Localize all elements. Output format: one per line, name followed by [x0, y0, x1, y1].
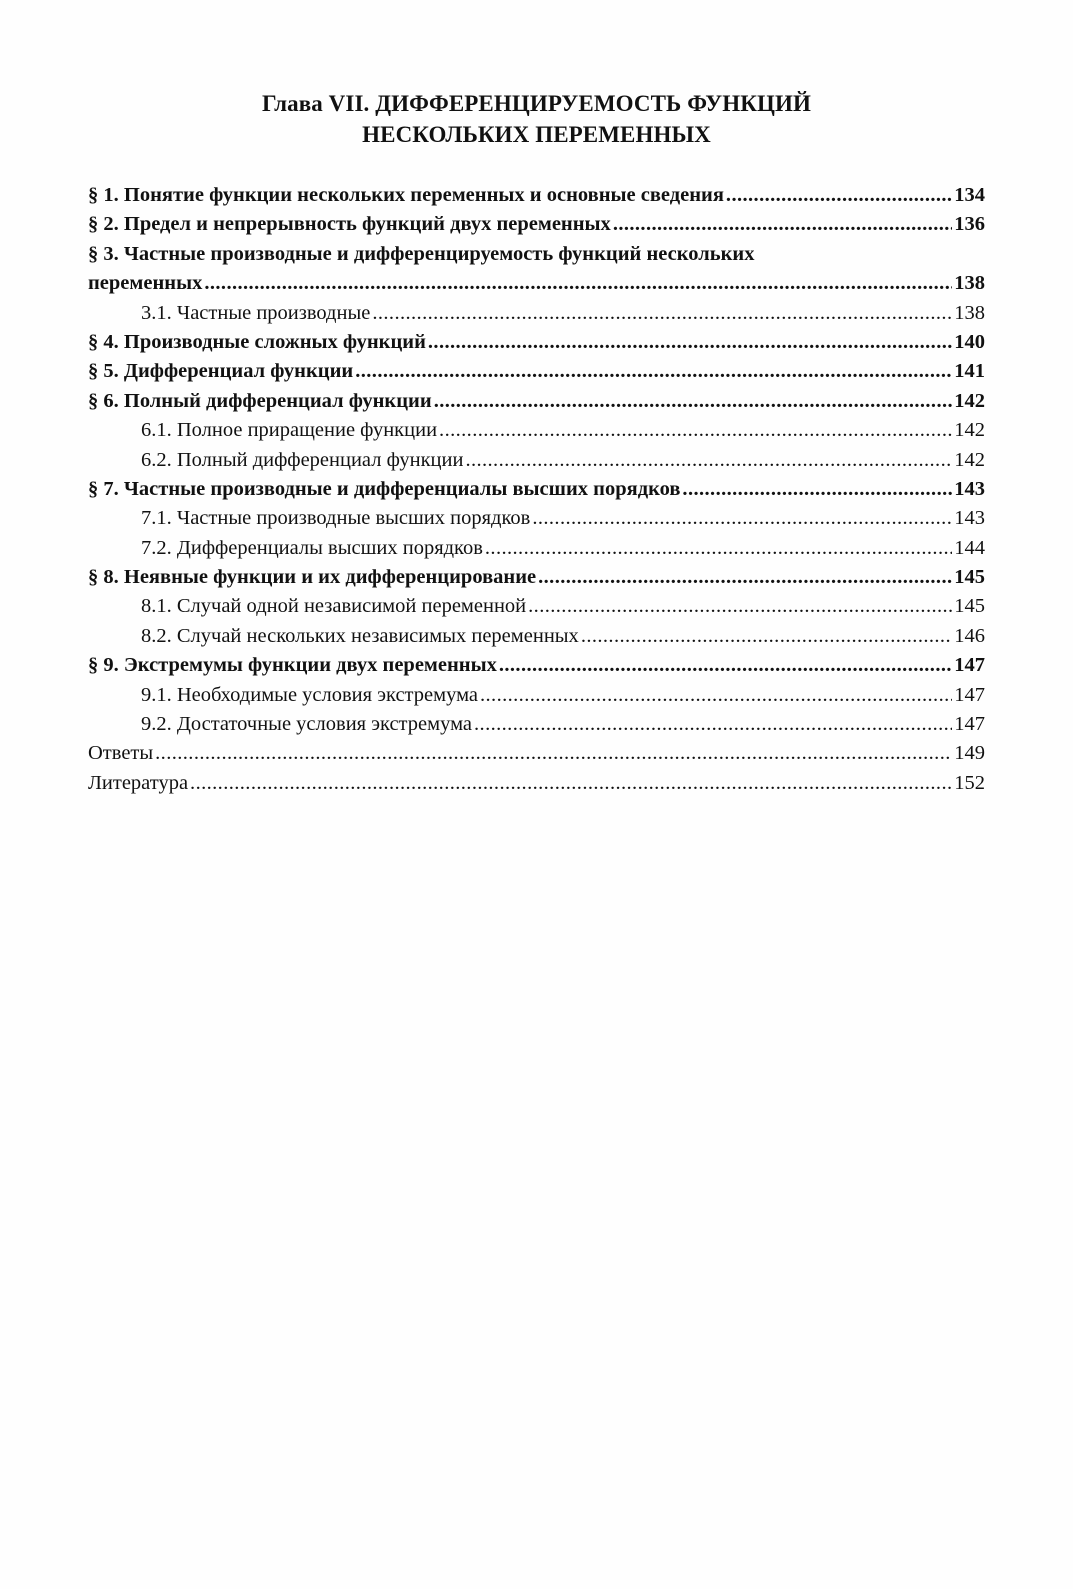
dot-leader [155, 739, 952, 768]
dot-leader [434, 387, 953, 416]
toc-entry-page: 143 [954, 507, 985, 530]
toc-entry-page: 149 [954, 742, 985, 765]
toc-entry-title: 7.1. Частные производные высших порядков [141, 507, 531, 530]
dot-leader [532, 504, 952, 533]
toc-entry-subsection-6-2 [88, 446, 985, 475]
dot-leader [355, 357, 952, 386]
toc-entry-page: 143 [954, 477, 985, 500]
toc-entry-title: 9.2. Достаточные условия экстремума [141, 713, 473, 736]
toc-entry-subsection-7-2 [88, 534, 985, 563]
toc-entry-page: 134 [954, 184, 985, 206]
toc-entry-page: 142 [954, 419, 985, 442]
toc-entry-page: 146 [954, 624, 985, 647]
dot-leader [682, 475, 952, 504]
toc-entry-section-7 [88, 475, 985, 504]
toc-entry-page: 141 [954, 360, 985, 383]
toc-entry-subsection-6-1 [88, 416, 985, 445]
toc-entry-subsection-9-2 [88, 710, 985, 739]
toc-entry-page: 138 [954, 272, 985, 295]
toc-entry-section-3-line-2 [88, 269, 985, 298]
toc-entry-page: 147 [954, 713, 985, 736]
toc-entry-section-5 [88, 357, 985, 386]
toc-entry-title: Литература [88, 771, 189, 794]
toc-entry-title: § 7. Частные производные и дифференциалы высших порядков [88, 477, 681, 500]
chapter-title-line-2: НЕСКОЛЬКИХ ПЕРЕМЕННЫХ [362, 122, 711, 147]
dot-leader [726, 181, 952, 210]
toc-entry-page: 136 [954, 213, 985, 236]
dot-leader [204, 269, 952, 298]
dot-leader [190, 769, 952, 798]
toc-entry-title: 3.1. Частные производные [141, 301, 371, 324]
toc-entry-title: 9.1. Необходимые условия экстремума [141, 683, 478, 706]
toc-entry-title: 8.2. Случай нескольких независимых переменных [141, 624, 579, 647]
toc-entry-title: § 9. Экстремумы функции двух переменных [88, 654, 497, 677]
toc-entry-page: 145 [954, 566, 985, 589]
toc-entry-page: 138 [954, 301, 985, 324]
toc-entry-title: § 1. Понятие функции нескольких переменных и основные сведения [88, 184, 724, 206]
toc-entry-section-3-line-1 [88, 240, 985, 269]
toc-entry-title: переменных [88, 272, 203, 295]
toc-entry-answers [88, 739, 985, 768]
dot-leader [480, 681, 952, 710]
dot-leader [613, 210, 952, 239]
dot-leader [581, 622, 952, 651]
toc-entry-title: 6.2. Полный дифференциал функции [141, 448, 464, 471]
toc-entry-page: 142 [954, 389, 985, 412]
dot-leader [428, 328, 952, 357]
dot-leader [485, 534, 952, 563]
dot-leader [439, 416, 952, 445]
dot-leader [538, 563, 952, 592]
toc-entry-title: § 2. Предел и непрерывность функций двух переменных [88, 213, 611, 236]
toc-entry-page: 147 [954, 683, 985, 706]
toc-entry-section-1 [88, 181, 985, 210]
toc-entry-title: 7.2. Дифференциалы высших порядков [141, 536, 483, 559]
chapter-title [88, 88, 985, 150]
toc-entry-title: § 5. Дифференциал функции [88, 360, 354, 383]
toc-entry-section-2 [88, 210, 985, 239]
toc-entry-subsection-8-1 [88, 592, 985, 621]
toc-entry-title: § 6. Полный дифференциал функции [88, 389, 432, 412]
dot-leader [372, 299, 952, 328]
dot-leader [528, 592, 952, 621]
toc-entry-page: 152 [954, 771, 985, 794]
toc-entry-title: § 8. Неявные функции и их дифференцирование [88, 566, 537, 589]
toc-entry-page: 140 [954, 330, 985, 353]
dot-leader [474, 710, 952, 739]
toc-entry-page: 145 [954, 595, 985, 618]
toc-entry-title: § 4. Производные сложных функций [88, 330, 426, 353]
toc-entry-title: Ответы [88, 742, 154, 765]
chapter-title-line-1: Глава VII. ДИФФЕРЕНЦИРУЕМОСТЬ ФУНКЦИЙ [261, 91, 812, 116]
toc-entry-section-6 [88, 387, 985, 416]
toc-entry-subsection-9-1 [88, 681, 985, 710]
toc-entry-page: 144 [954, 536, 985, 559]
dot-leader [465, 446, 952, 475]
toc-entry-section-4 [88, 328, 985, 357]
table-of-contents [88, 181, 985, 798]
toc-entry-page: 142 [954, 448, 985, 471]
toc-entry-subsection-8-2 [88, 622, 985, 651]
toc-entry-title: 6.1. Полное приращение функции [141, 419, 438, 442]
toc-entry-subsection-7-1 [88, 504, 985, 533]
toc-entry-section-8 [88, 563, 985, 592]
toc-entry-title: § 3. Частные производные и дифференцируемость функций нескольких [88, 242, 755, 265]
dot-leader [499, 651, 952, 680]
toc-entry-literature [88, 769, 985, 798]
toc-entry-subsection-3-1 [88, 299, 985, 328]
toc-entry-section-9 [88, 651, 985, 680]
toc-entry-page: 147 [954, 654, 985, 677]
toc-entry-title: 8.1. Случай одной независимой переменной [141, 595, 527, 618]
